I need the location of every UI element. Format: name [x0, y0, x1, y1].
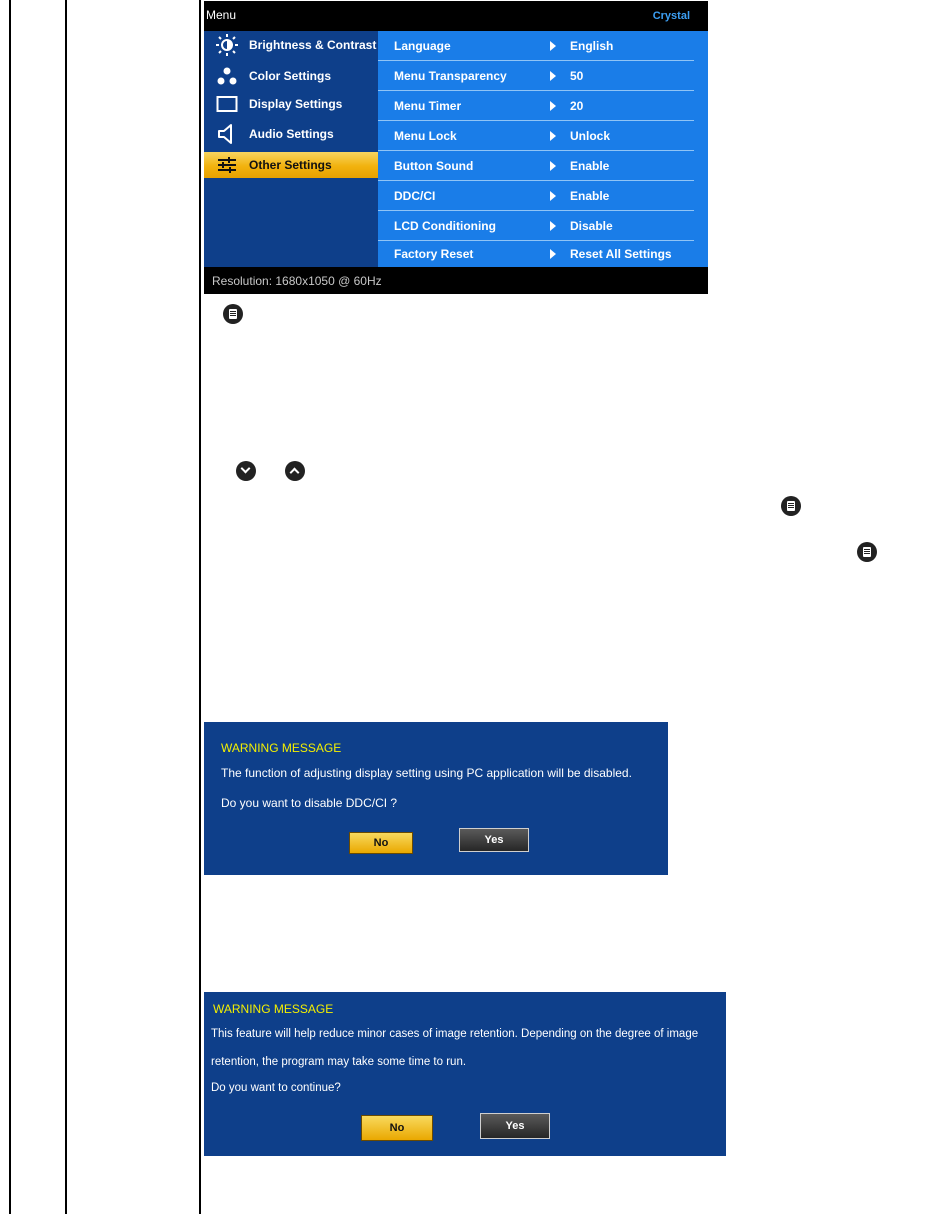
- option-button-sound[interactable]: [378, 151, 694, 181]
- category-label: Audio Settings: [249, 127, 334, 141]
- sliders-icon: [216, 154, 238, 176]
- no-button[interactable]: No: [361, 1115, 433, 1141]
- warning-text: This feature will help reduce minor cases of image retention. Depending on the degree of image: [211, 1028, 699, 1040]
- option-ddc-ci[interactable]: [378, 181, 694, 211]
- osd-title: Menu: [206, 8, 237, 22]
- option-value: Enable: [570, 159, 610, 173]
- option-value: English: [570, 39, 614, 53]
- osd-footer: [204, 267, 708, 294]
- warning-question: Do you want to disable DDC/CI ?: [221, 796, 398, 810]
- option-menu-lock[interactable]: [378, 121, 694, 151]
- option-name: DDC/CI: [394, 189, 436, 203]
- table-border-left: [9, 0, 11, 1214]
- warning-title: WARNING MESSAGE: [221, 741, 342, 755]
- category-label: Color Settings: [249, 69, 332, 83]
- color-dots-icon: [216, 65, 238, 87]
- option-name: Menu Lock: [394, 129, 457, 143]
- option-name: LCD Conditioning: [394, 219, 496, 233]
- table-border-col1: [65, 0, 67, 1214]
- yes-button[interactable]: Yes: [480, 1113, 550, 1139]
- option-menu-timer[interactable]: [378, 91, 694, 121]
- arrow-right-icon: [550, 221, 556, 231]
- arrow-right-icon: [550, 161, 556, 171]
- lcd-conditioning-warning-dialog: [204, 992, 726, 1156]
- option-name: Factory Reset: [394, 247, 474, 261]
- display-icon: [216, 93, 238, 115]
- category-brightness-contrast[interactable]: [204, 32, 378, 58]
- arrow-right-icon: [550, 41, 556, 51]
- arrow-right-icon: [550, 71, 556, 81]
- option-name: Menu Transparency: [394, 69, 507, 83]
- warning-text: The function of adjusting display setting using PC application will be disabled.: [221, 766, 632, 780]
- menu-button-icon: [857, 542, 877, 562]
- option-factory-reset[interactable]: [378, 239, 694, 269]
- option-value: Reset All Settings: [570, 247, 672, 261]
- arrow-right-icon: [550, 191, 556, 201]
- category-label: Other Settings: [249, 158, 332, 172]
- arrow-right-icon: [550, 131, 556, 141]
- table-border-col2: [199, 0, 201, 1214]
- osd-brand: Crystal: [652, 10, 690, 22]
- option-name: Menu Timer: [394, 99, 462, 113]
- speaker-icon: [216, 123, 238, 145]
- option-name: Language: [394, 39, 451, 53]
- up-button-icon: [285, 461, 305, 481]
- osd-header: [204, 1, 708, 31]
- warning-text: retention, the program may take some time to run.: [211, 1056, 467, 1068]
- sun-icon: [216, 34, 238, 56]
- option-value: Disable: [570, 219, 613, 233]
- option-language[interactable]: [378, 31, 694, 61]
- yes-button[interactable]: Yes: [459, 828, 529, 852]
- down-button-icon: [236, 461, 256, 481]
- category-display-settings[interactable]: [204, 91, 378, 117]
- warning-question: Do you want to continue?: [211, 1082, 341, 1094]
- osd-menu: [204, 1, 708, 294]
- ddc-ci-warning-dialog: [204, 722, 668, 875]
- category-other-settings[interactable]: [204, 152, 378, 178]
- menu-button-icon: [781, 496, 801, 516]
- option-lcd-conditioning[interactable]: [378, 211, 694, 241]
- resolution-text: Resolution: 1680x1050 @ 60Hz: [212, 274, 382, 288]
- category-color-settings[interactable]: [204, 63, 378, 89]
- arrow-right-icon: [550, 249, 556, 259]
- category-label: Display Settings: [249, 97, 343, 111]
- option-value: Enable: [570, 189, 610, 203]
- arrow-right-icon: [550, 101, 556, 111]
- option-value: 50: [570, 69, 584, 83]
- option-name: Button Sound: [394, 159, 474, 173]
- category-audio-settings[interactable]: [204, 121, 378, 147]
- menu-button-icon: [223, 304, 243, 324]
- category-label: Brightness & Contrast: [249, 38, 377, 52]
- option-menu-transparency[interactable]: [378, 61, 694, 91]
- warning-title: WARNING MESSAGE: [213, 1002, 334, 1016]
- no-button[interactable]: No: [349, 832, 413, 854]
- option-value: Unlock: [570, 129, 611, 143]
- option-value: 20: [570, 99, 584, 113]
